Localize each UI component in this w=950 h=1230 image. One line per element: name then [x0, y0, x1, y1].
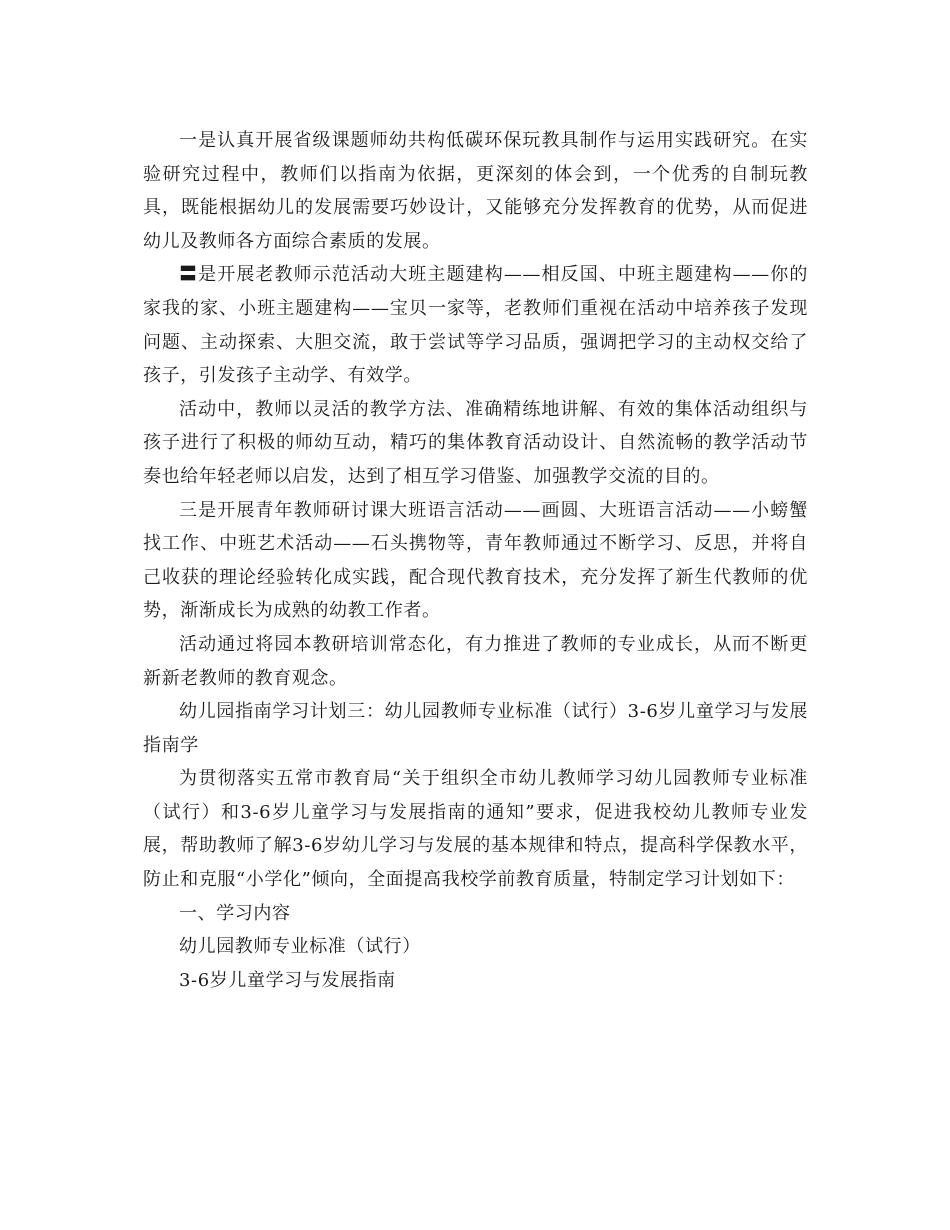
- paragraph-6: 幼儿园指南学习计划三：幼儿园教师专业标准（试行）3-6岁儿童学习与发展指南学: [143, 701, 808, 756]
- paragraph-2: 〓是开展老教师示范活动大班主题建构——相反国、中班主题建构——你的家我的家、小班主题建构——宝贝一家等，老教师们重视在活动中培养孩子发现问题、主动探索、大胆交流，敢于尝试等学习品质，强调把学习的主动权交给了孩子，引发孩子主动学、有效学。: [143, 264, 808, 387]
- paragraph-5: 活动通过将园本教研培训常态化，有力推进了教师的专业成长，从而不断更新新老教师的教育观念。: [143, 633, 808, 689]
- section-heading: 一、学习内容: [179, 902, 291, 924]
- list-item: 3-6岁儿童学习与发展指南: [179, 969, 396, 991]
- document-body: [143, 124, 808, 997]
- paragraph-3: 活动中，教师以灵活的教学方法、准确精练地讲解、有效的集体活动组织与孩子进行了积极的师幼互动，精巧的集体教育活动设计、自然流畅的教学活动节奏也给年轻老师以启发，达到了相互学习借鉴、加强教学交流的目的。: [143, 398, 808, 487]
- paragraph-4: 三是开展青年教师研讨课大班语言活动——画圆、大班语言活动——小螃蟹找工作、中班艺术活动——石头携物等，青年教师通过不断学习、反思，并将自己收获的理论经验转化成实践，配合现代教育技术，充分发挥了新生代教师的优势，渐渐成长为成熟的幼教工作者。: [143, 499, 808, 622]
- paragraph-7: 为贯彻落实五常市教育局“关于组织全市幼儿教师学习幼儿园教师专业标准（试行）和3-6岁儿童学习与发展指南的通知”要求，促进我校幼儿教师专业发展，帮助教师了解3-6岁幼儿学习与发展的基本规律和特点，提高科学保教水平，防止和克服“小学化”倾向，全面提高我校学前教育质量，特制定学习计划如下：: [143, 768, 808, 891]
- paragraph-1: 一是认真开展省级课题师幼共构低碳环保玩教具制作与运用实践研究。在实验研究过程中，教师们以指南为依据，更深刻的体会到，一个优秀的自制玩教具，既能根据幼儿的发展需要巧妙设计，又能够充分发挥教育的优势，从而促进幼儿及教师各方面综合素质的发展。: [143, 130, 808, 252]
- list-item: 幼儿园教师专业标准（试行）: [179, 936, 421, 958]
